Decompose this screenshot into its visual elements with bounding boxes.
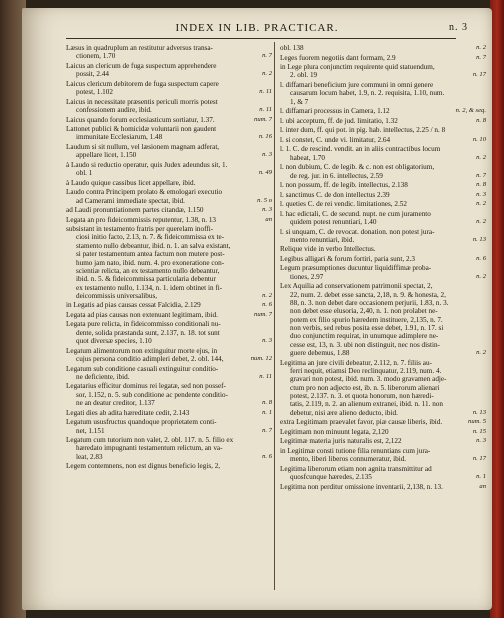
index-entry-line: n. 15 Legitimam non minuunt legata, 2,120: [280, 427, 486, 436]
index-entry-ref: an: [479, 482, 486, 490]
index-entry: [66, 206, 272, 214]
index-entry-ref: n. 11: [259, 105, 272, 113]
index-entry-line: Relique vide in verbo Intellectus.: [280, 245, 376, 254]
index-entry-ref: n. 3: [262, 206, 272, 214]
index-entry: [280, 81, 486, 106]
book-edge-right: [490, 0, 504, 618]
index-entry: [66, 161, 272, 178]
index-entry: [280, 228, 486, 245]
index-entry-ref: n. 17: [472, 71, 486, 79]
index-entry-line: n. 10 l. si constet, C. unde vi. limitatur, 2.64: [280, 135, 486, 144]
index-entry-line: n. 2, & seq. l. diffamari processus in Camera, 1.12: [280, 107, 486, 116]
index-entry-ref: num. 5: [468, 418, 486, 426]
index-entry-line: n. 49 obl. 1: [76, 169, 272, 178]
index-entry-line: ibid. n. 5. & fideicommissa particularia debentur: [76, 275, 216, 284]
index-entry-ref: an: [265, 215, 272, 223]
index-entry-line: n. 8 l. non possum, ff. de legib. intellectus, 2.138: [280, 181, 486, 190]
index-entry-ref: n. 11: [259, 372, 272, 380]
index-entry-ref: n. 2, & seq.: [455, 107, 486, 115]
index-entry-line: n. 3 l. sanctimus C. de don intellectus 2.39: [280, 190, 486, 199]
page-marker: n. 3: [449, 22, 468, 33]
index-entry-ref: n. 2: [476, 200, 486, 208]
index-entry: [280, 107, 486, 115]
index-entry-line: Legitima liberorum etiam non agnita transmittitur ad: [280, 464, 432, 473]
index-entry-ref: n. 8: [476, 116, 486, 124]
index-entry: [66, 62, 272, 79]
index-entry: [66, 125, 272, 142]
index-entry-ref: n. 16: [258, 133, 272, 141]
index-entry-line: Legatum ususfructus quandoque proprietatem conti-: [66, 418, 217, 427]
index-entry: [280, 418, 486, 426]
index-entry-line: n. 2 obl. 138: [280, 44, 486, 52]
index-entry-line: n. 7 ctionem, 1.70: [76, 52, 272, 61]
index-entry: [66, 347, 272, 364]
index-entry-line: n. 1 Legati dies ab adita hæreditate cedit, 2.143: [66, 408, 272, 417]
index-entry-ref: n. 2: [476, 153, 486, 161]
index-entry-line: sor, 1.152, n. 5. sub conditione ac pendente conditio-: [76, 390, 229, 399]
index-entry-line: n. 8 l. ubi acceptum, ff. de jud. limitatio, 1.32: [280, 116, 486, 125]
index-entry-line: l. 1. C. de rescind. vendit. an in aliis contractibus locum: [280, 145, 441, 154]
index-entry-line: n. 7 de reg. jur. in 6. intellectus, 2.59: [290, 171, 486, 180]
index-entry: [66, 44, 272, 61]
index-entry-line: humo jam nato, ibid. num. 4. pro exoneratione con-: [76, 258, 225, 267]
index-entry-ref: n. 3: [476, 190, 486, 198]
index-entry-ref: n. 2: [262, 70, 272, 78]
index-entry-line: n. 17 mento, liberi liberos connumeratur, ibid.: [290, 455, 486, 464]
index-entry: [66, 216, 272, 224]
index-entry-line: Legatum alimentorum non extinguitur morte ejus, in: [66, 346, 218, 355]
index-entry-line: ciosi initio facto, 2.13, n. 7. & fideicommissa ex te-: [76, 233, 225, 242]
index-entry-line: subsistant in testamento fratris per querelam inoffi-: [66, 225, 214, 234]
index-entry-line: Laicus in necessitate præsentis periculi morris potest: [66, 97, 218, 106]
index-entry-line: ctum pro non adjecto est, ib. n. 5. liberorum alienari: [290, 383, 440, 392]
index-entry-ref: n. 13: [472, 235, 486, 243]
index-entry-line: duo conjunctim requirat, in unumque adimplere ne-: [290, 332, 439, 341]
index-entry: [66, 188, 272, 205]
index-entry-line: Legitima an jure civili debeatur, 2.112, n. 7. filiis au-: [280, 358, 432, 367]
index-entry-ref: n. 8: [476, 181, 486, 189]
index-entry: [66, 436, 272, 461]
index-entry-line: in Legitimæ consti tutione filia renuntians cum jura-: [280, 446, 431, 455]
index-entry: [280, 63, 486, 80]
index-entry-line: n. 17 2. obl. 19: [290, 71, 486, 80]
header-rule: [66, 38, 456, 39]
index-entry: [66, 143, 272, 160]
index-entry-line: n. 13 debetur, nisi ære alieno deducto, ibid.: [290, 408, 486, 417]
index-entry: [66, 418, 272, 435]
index-entry-line: num. 7 Legata ad pias causas non extenuant legitimam, ibid.: [66, 310, 272, 319]
index-entry-ref: n. 6: [476, 254, 486, 262]
index-entry-line: non debet esse elusoria, 2,40, n. 1. non prolabet ne-: [290, 307, 438, 316]
index-entry-line: num. 7 Laicus quando forum ecclesiasticum sortiatur, 1.37.: [66, 115, 272, 124]
index-entry-line: 22, num. 2. debet esse sancta, 2,18, n. 9. & honesta, 2,: [290, 290, 446, 299]
index-entry: [280, 483, 486, 491]
index-entry-ref: n. 1: [262, 408, 272, 416]
index-entry-line: n. 2 guere debemus, 1.88: [290, 349, 486, 358]
index-entry-ref: n. 7: [476, 53, 486, 61]
index-entry-line: hæredato impugnanti testamentum relictum, an va-: [76, 444, 223, 453]
index-entry-line: gravari non potest, ibid. num. 3. modo gravamen adje-: [290, 375, 447, 384]
index-entry-ref: n. 11: [259, 88, 272, 96]
index-entry-line: Laicus clericum debitorem de fuga suspectum capere: [66, 79, 219, 88]
index-entry: [280, 255, 486, 263]
index-entry-line: n. 2 habeat, 1.70: [290, 153, 486, 162]
index-entry: [280, 264, 486, 281]
index-entry-line: an Legitima non perditur omissione inventarii, 2,138, n. 13.: [280, 482, 486, 491]
index-entry-ref: num. 12: [250, 355, 272, 363]
index-entry-ref: num. 7: [254, 310, 272, 318]
index-entry-line: ex testamento nullo, 1.134, n. 1. idem obtinet in fi-: [76, 283, 223, 292]
index-entry-line: n. 7 net, 1.151: [76, 426, 272, 435]
index-entry-line: Laicus an clericum de fuga suspectum apprehendere: [66, 61, 217, 70]
index-entry-line: n. 16 immunitate Ecclesiarum, 1.48: [76, 133, 272, 142]
index-entry-ref: n. 10: [472, 135, 486, 143]
index-entry-line: stamento nullo debeantur, ibid. n. 1. an salva existant,: [76, 241, 231, 250]
index-entry-line: potem ex filio spurio hæredem instituere, 2,135, n. 7.: [290, 315, 443, 324]
index-entry: [66, 301, 272, 309]
index-entry-line: à Laudo si reductio operatur, quis Judex adeundus sit, 1.: [66, 160, 228, 169]
index-entry-line: potest, 2.137. n. 3. et quota honorum, non hæredi-: [290, 391, 434, 400]
index-entry-line: Lattonet publici & homicidæ voluntarii non gaudent: [66, 125, 217, 134]
page-header: [62, 22, 468, 36]
index-entry-line: non verbis, sed rebus posita esse debet, 1.91, n. 17. si: [290, 324, 444, 333]
index-entry-line: si pater testamentum antea factum non mutere post-: [76, 250, 225, 259]
index-entry-ref: n. 15: [472, 427, 486, 435]
index-entry-line: n. 3 quot diversæ species, 1.10: [76, 337, 272, 346]
index-entry-line: n. 2 possit, 2.44: [76, 70, 272, 79]
index-entry: [280, 282, 486, 357]
index-entry-ref: n. 1: [476, 473, 486, 480]
index-entry-ref: n. 2: [476, 217, 486, 225]
index-entry-ref: n. 2: [476, 349, 486, 357]
index-entry-line: n. 3 ad Laudi pronuntiationem partes citandæ, 1.150: [66, 206, 272, 215]
index-entry-ref: n. 8: [262, 399, 272, 407]
index-entry-ref: n. 6: [262, 452, 272, 460]
index-entry: [280, 210, 486, 227]
index-entry-line: l. non dubium, C. de legib. & c. non est obligatorium,: [280, 163, 435, 172]
index-entry-line: Lex Aquilia ad conservationem patrimonii spectat, 2,: [280, 282, 433, 291]
index-entry: [280, 117, 486, 125]
index-entry-ref: n. 7: [262, 426, 272, 434]
index-column-left: [66, 44, 272, 472]
index-entry-line: n. 3 Legitimæ materia juris naturalis est, 2,122: [280, 437, 486, 446]
page-title: INDEX IN LIB. PRACTICAR.: [175, 22, 339, 34]
index-entry-line: n. 5 o ad Camerami immediate spectat, ibid.: [76, 196, 272, 205]
index-entry: [66, 320, 272, 345]
index-entry-line: num. 5 extra Legitimam praevalet favor, piæ causæ liberis, ibid.: [280, 418, 486, 427]
index-entry-line: scientiæ relicta, an ex testamento nullo debeantur,: [76, 266, 220, 275]
index-entry-line: à Laudo quique cassibus licet appellare, ibid.: [66, 178, 196, 187]
index-entry: [66, 80, 272, 97]
index-entry: [280, 191, 486, 199]
index-entry: [280, 428, 486, 436]
index-entry-line: l. hac edictali, C. de secund. nupt. ne cum juramento: [280, 209, 431, 218]
index-entry-line: Legem contemnens, non est dignus beneficio legis, 2,: [66, 462, 221, 471]
index-entry-line: n. 2 tiones, 2.97: [290, 272, 486, 281]
index-entry-ref: num. 7: [254, 115, 272, 123]
index-entry-line: Legatarius efficitur dominus rei legatæ, sed non possef-: [66, 382, 226, 391]
index-entry: [66, 365, 272, 382]
index-entry-line: n. 7 Leges fuorem negotiis dant formam, 2.9: [280, 53, 486, 62]
index-entry-line: tatis, 2.119, n. 2. an alienum extranei, ibid. n. 11. non: [290, 400, 443, 409]
index-entry-line: an Legata an pro fideicommissis reputentur, 1.38, n. 13: [66, 215, 272, 224]
index-entry-line: n. 6 in Legatis ad pias causas cessat Falcidia, 2.129: [66, 301, 272, 310]
book-page: [22, 8, 492, 610]
index-entry-ref: n. 6: [262, 301, 272, 309]
index-entry-ref: n. 2: [262, 291, 272, 299]
index-entry: [280, 181, 486, 189]
index-entry: [280, 447, 486, 464]
index-entry-line: num. 12 cujus persona conditio adimpleri debet, 2. obl. 144,: [76, 355, 272, 364]
index-entry: [280, 465, 486, 482]
index-entry-line: Læsus in quadruplum an restitutur adversus transa-: [66, 44, 213, 52]
index-entry-ref: n. 3: [262, 337, 272, 345]
index-entry-line: n. 2 deicommissis universalibus,: [76, 291, 272, 300]
index-entry-line: Laudum si sit nullum, vel læsionem magnam adferat,: [66, 142, 220, 151]
index-entry-line: n. 6 leat, 2.83: [76, 452, 272, 461]
index-entry-ref: n. 5 o: [257, 196, 272, 204]
index-entry-line: Laudo contra Principem prolato & emologari executio: [66, 188, 223, 197]
index-entry-line: n. 11 ne deficiente, ibid.: [76, 372, 272, 381]
index-entry-line: l. si unquam, C. de revocat. donation. non potest jura-: [280, 227, 435, 236]
index-entry: [66, 382, 272, 407]
index-entry-line: 88, n. 3. non debet dare occasionem perjurii, 1.83, n. 3.: [290, 299, 449, 307]
index-entry-line: n. 13 mento renuntiari, ibid.: [290, 235, 486, 244]
index-entry-line: cesse est, 13, n. 3. ubi non distinguit, nec nos distin-: [290, 340, 440, 349]
index-entry-ref: n. 2: [476, 272, 486, 280]
index-entry-line: l. diffamari beneficium jure communi in omni genere: [280, 80, 434, 89]
index-entry-line: in Lege plura conjunctim requirente quid statuendum,: [280, 63, 435, 72]
index-entry-ref: n. 17: [472, 455, 486, 463]
index-entry: [66, 409, 272, 417]
index-entry-line: n. 3 appellare licet, 1.150: [76, 151, 272, 160]
index-entry-line: Legatum sub conditione casuali extinguitur conditio-: [66, 364, 219, 373]
index-entry-line: l. inter dum, ff. qui pot. in pig. hab. intellectus, 2.25 / n. 8: [280, 126, 446, 135]
index-entry-ref: n. 7: [476, 171, 486, 179]
index-entry-line: n. 11 confessionem audire, ibid.: [76, 105, 272, 114]
index-entry: [280, 163, 486, 180]
index-entry: [280, 359, 486, 417]
index-entry-line: n. 6 Legibus alligari & forum fortiri, paria sunt, 2.3: [280, 254, 486, 263]
index-entry-line: n. 8 ne an deatur creditor, 1.137: [76, 399, 272, 408]
index-entry-line: n. 11 potest, 1.102: [76, 88, 272, 97]
index-entry-ref: n. 13: [472, 408, 486, 416]
index-entry-line: n. 1 quosfcunque hæredes, 2.135: [290, 473, 486, 481]
index-entry-ref: n. 7: [262, 52, 272, 60]
index-entry-line: n. 2 l. queties C. de rei vendic. limitationes, 2.52: [280, 200, 486, 209]
index-entry: [66, 462, 272, 470]
index-entry: [66, 225, 272, 300]
index-entry: [280, 126, 486, 134]
index-entry-line: dente, solida præstanda sunt, 2.137, n. 18. tot sunt: [76, 328, 220, 337]
index-entry-ref: n. 3: [262, 151, 272, 159]
index-entry-line: causarum locum habet, 1.9, n. 2. requisita, 1.10, num.: [290, 89, 445, 98]
index-entry-ref: n. 49: [258, 169, 272, 177]
index-entry-ref: n. 2: [476, 44, 486, 51]
index-entry: [66, 179, 272, 187]
index-entry: [66, 98, 272, 115]
index-entry-line: n. 2 quidem potest renuntiari, 1.40: [290, 217, 486, 226]
index-entry: [280, 54, 486, 62]
index-entry-line: Legum præsumptiones ducuntur liquidiffimæ proba-: [280, 264, 432, 273]
index-entry: [280, 200, 486, 208]
index-entry-line: 1, & 7: [290, 97, 309, 106]
index-entry-ref: n. 3: [476, 437, 486, 445]
index-entry: [280, 437, 486, 445]
index-entry-line: ferri nequit, etiamsi Deo reclinquatur, 2.119, num. 4.: [290, 366, 442, 375]
column-divider: [274, 42, 275, 590]
index-column-right: [280, 44, 486, 492]
index-entry: [66, 311, 272, 319]
index-entry: [280, 245, 486, 253]
index-entry: [66, 116, 272, 124]
index-entry-line: Legata pure relicta, in fideicommisso conditionali nu-: [66, 320, 221, 329]
index-entry: [280, 44, 486, 52]
index-entry: [280, 145, 486, 162]
index-entry-line: Legatum cum tutorium non valet, 2. obl. 117. n. 5. filio ex: [66, 436, 234, 445]
index-entry: [280, 136, 486, 144]
